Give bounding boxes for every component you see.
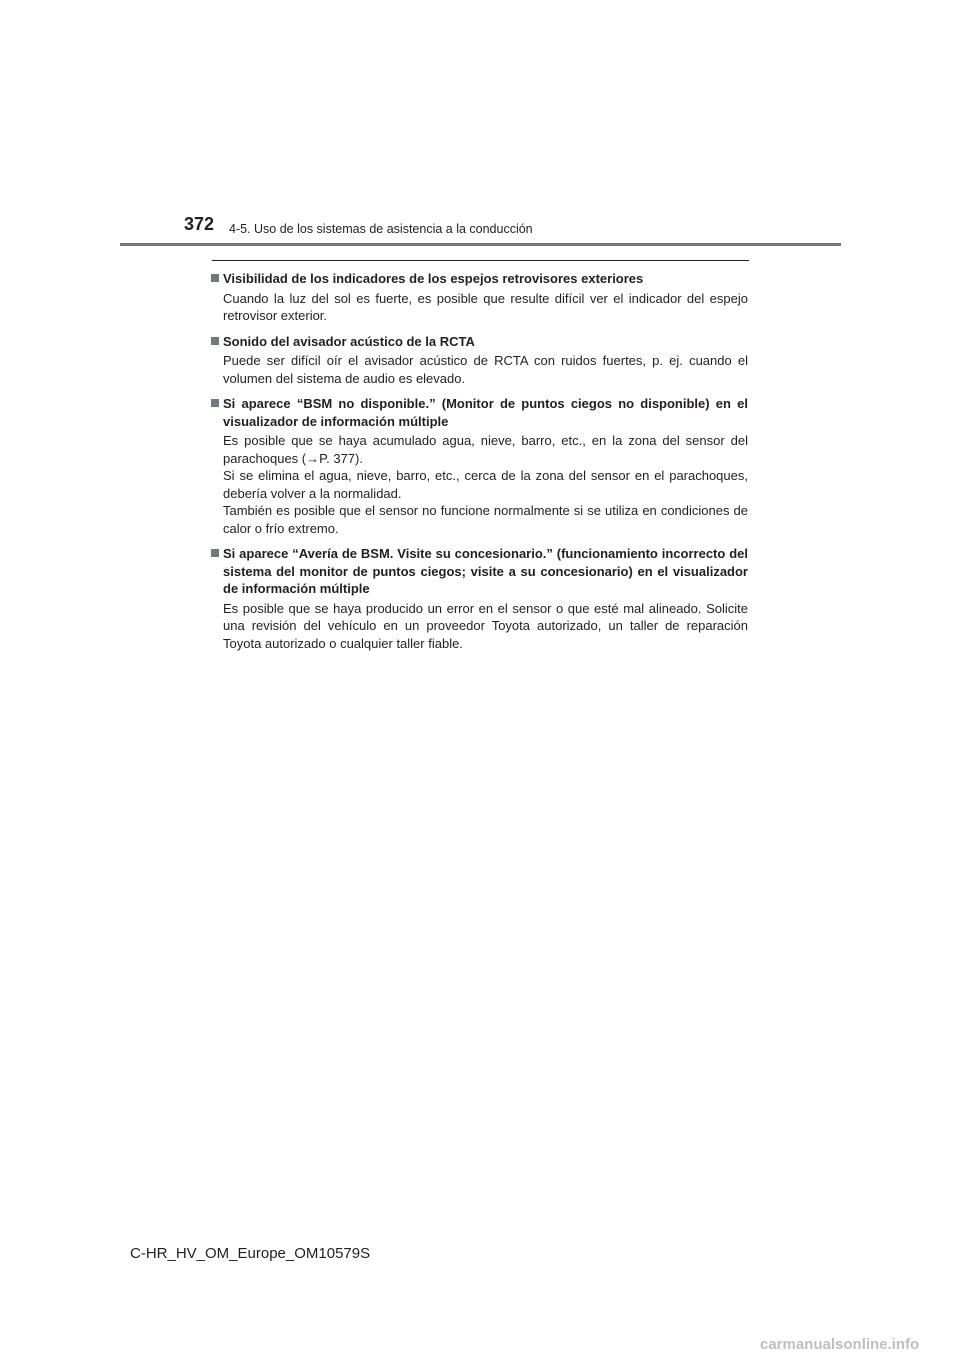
content-rule (212, 260, 749, 261)
section-heading-text: Visibilidad de los indicadores de los espejos retrovisores exteriores (223, 271, 644, 286)
header-rule (120, 243, 841, 246)
section-bsm-malfunction (211, 545, 748, 652)
square-bullet-icon (211, 549, 219, 557)
paragraph: Puede ser difícil oír el avisador acústico de RCTA con ruidos fuertes, p. ej. cuando el volumen del sistema de audio es elevado. (223, 353, 748, 386)
section-body (223, 432, 748, 537)
section-body (223, 290, 748, 325)
content-area (211, 270, 748, 660)
section-mirror-indicators (211, 270, 748, 325)
section-heading (211, 270, 748, 288)
section-heading-text: Sonido del avisador acústico de la RCTA (223, 333, 475, 349)
section-heading (211, 333, 748, 351)
paragraph: Cuando la luz del sol es fuerte, es posible que resulte difícil ver el indicador del espejo retrovisor exterior. (223, 290, 748, 323)
square-bullet-icon (211, 337, 219, 345)
document-code: C-HR_HV_OM_Europe_OM10579S (130, 1245, 371, 1262)
section-rcta-sound (211, 333, 748, 388)
paragraph: Si se elimina el agua, nieve, barro, etc., cerca de la zona del sensor en el parachoques, debería volver a la normalidad. (223, 468, 748, 501)
square-bullet-icon (211, 274, 219, 282)
paragraph: Es posible que se haya producido un error en el sensor o que esté mal alineado. Solicite una revisión del vehículo en un proveedor Toyota autorizado, un taller de reparación Toyota autorizado o cualquier taller fiable. (223, 600, 748, 651)
section-heading-text: Si aparece “BSM no disponible.” (Monitor de puntos ciegos no disponible) en el visualizador de información múltiple (223, 396, 748, 429)
watermark: carmanualsonline.info (760, 1336, 920, 1353)
paragraph: También es posible que el sensor no funcione normalmente si se utiliza en condiciones de calor o frío extremo. (223, 503, 748, 536)
section-body (223, 352, 748, 387)
square-bullet-icon (211, 399, 219, 407)
section-title: 4-5. Uso de los sistemas de asistencia a la conducción (229, 222, 533, 236)
section-heading (211, 395, 748, 430)
section-bsm-unavailable (211, 395, 748, 537)
page-number: 372 (184, 214, 215, 234)
section-heading-text: Si aparece “Avería de BSM. Visite su concesionario.” (funcionamiento incorrecto del sistema del monitor de puntos ciegos; visite a su concesionario) en el visualizador de información múltiple (223, 546, 748, 596)
paragraph: Es posible que se haya acumulado agua, nieve, barro, etc., en la zona del sensor del parachoques (→P. 377). (223, 433, 748, 466)
section-heading (211, 545, 748, 598)
section-body (223, 600, 748, 653)
